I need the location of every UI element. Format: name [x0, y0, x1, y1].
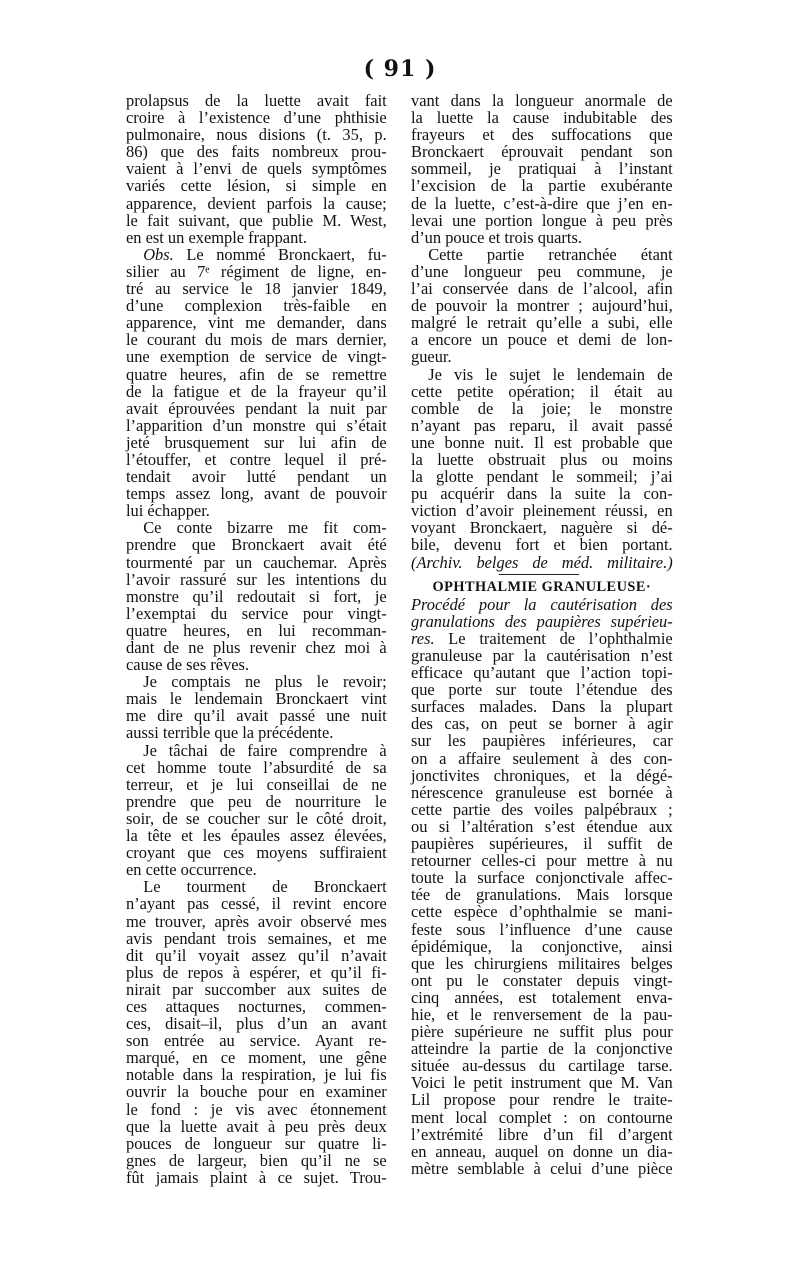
right-column-line: des cas, on peut se borner à agir: [411, 714, 673, 734]
right-column-line: bile, devenu fort et bien portant.: [411, 535, 673, 555]
right-column-line: de la luette, c’est-à-dire que j’en en-: [411, 193, 673, 213]
right-column-line: sommeil, je pratiquai à l’instant: [411, 159, 673, 179]
left-column-line: tourmenté par un cauchemar. Après: [126, 552, 387, 572]
right-column-line: ont pu le constater depuis vingt-: [411, 970, 673, 990]
right-column-line: que les chirurgiens militaires belges: [411, 953, 673, 973]
right-column-line: pu acquérir dans la suite la con-: [411, 484, 673, 504]
right-column-line: voyant Bronckaert, naguère si dé-: [411, 518, 673, 538]
right-column-line: une bonne nuit. Il est probable que: [411, 432, 673, 452]
right-column-line: granuleuse par la cautérisation n’est: [411, 646, 673, 665]
left-column-line: prendre que peu de nourriture le: [126, 791, 387, 811]
left-column-line: d’une complexion très-faible en: [126, 296, 387, 316]
right-column-line: malgré le retrait qu’elle a subi, elle: [411, 313, 673, 333]
right-column-line: Lil propose pour rendre le traite-: [411, 1090, 673, 1110]
right-column-line: res. Le traitement de l’ophthalmie: [411, 628, 673, 648]
right-column-line: ment local complet : on contourne: [411, 1107, 673, 1127]
left-column-line: notable dans la respiration, je lui fis: [126, 1065, 387, 1085]
left-column-line: me trouver, après avoir observé mes: [126, 911, 387, 931]
left-text-column: [126, 92, 387, 1186]
left-column-line: prendre que Bronckaert avait été: [126, 535, 387, 555]
left-column-line: croyant que ces moyens suffiraient: [126, 843, 387, 863]
left-column-line: silier au 7ᵉ régiment de ligne, en-: [126, 261, 387, 281]
right-column-line: d’une longueur peu commune, je: [411, 261, 673, 281]
right-column-line: levai une portion longue à peu près: [411, 210, 673, 230]
left-column-line: temps assez long, avant de pouvoir: [126, 484, 387, 504]
left-column-line: Je tâchai de faire comprendre à: [143, 740, 387, 760]
right-column-line: surfaces malades. Dans la plupart: [411, 697, 673, 717]
left-column-line: marqué, en ce moment, une gêne: [126, 1048, 387, 1068]
right-text-column: [411, 92, 673, 1177]
left-column-line: gnes de largeur, bien qu’il ne se: [126, 1150, 387, 1170]
left-column-line: quatre heures, en lui recomman-: [126, 620, 387, 640]
right-column-line: en anneau, auquel on donne un dia-: [411, 1141, 673, 1161]
page-number: ( 91 ): [363, 56, 437, 82]
right-column-line: toute la surface conjonctivale affec-: [411, 868, 673, 888]
left-column-line: soir, de se coucher sur le côté droit,: [126, 808, 387, 828]
left-column-line: Obs. Le nommé Bronckaert, fu-: [143, 244, 387, 264]
left-column-line: l’étouffer, et contre lequel il pré-: [126, 449, 387, 469]
right-column-line: tée de granulations. Mais lorsque: [411, 885, 673, 905]
right-column-line: Procédé pour la cautérisation des: [411, 594, 673, 614]
left-column-line: Je comptais ne plus le revoir;: [143, 672, 387, 692]
left-column-line: nirait par succomber aux suites de: [126, 979, 387, 999]
left-column-line: fût jamais plaint à ce sujet. Trou-: [126, 1167, 387, 1187]
left-column-line: pulmonaire, nous disions (t. 35, p.: [126, 125, 387, 145]
left-column-line: l’apparition d’un monstre qui s’était: [126, 415, 387, 435]
right-column-line: située au-dessus du cartilage tarse.: [411, 1056, 673, 1076]
right-column-line: Cette partie retranchée étant: [428, 244, 673, 264]
right-column-line: de pouvoir la montrer ; aujourd’hui,: [411, 296, 673, 316]
left-column-line: en cette occurrence.: [126, 860, 257, 880]
left-column-line: le courant du mois de mars dernier,: [126, 330, 387, 350]
left-column-line: croire à l’existence d’une phthisie: [126, 108, 387, 128]
left-column-line: quatre heures, afin de se remettre: [126, 364, 387, 384]
left-column-line: tré au service le 18 janvier 1849,: [126, 279, 387, 299]
left-column-line: avis pendant trois semaines, et me: [126, 928, 387, 948]
right-column-line: cette petite opération; il était au: [411, 381, 673, 401]
right-column-line: Je vis le sujet le lendemain de: [428, 364, 673, 384]
left-column-line: Ce conte bizarre me fit com-: [143, 518, 387, 538]
right-column-line: Bronckaert éprouvait pendant son: [411, 142, 673, 162]
left-column-line: terreur, et je lui conseillai de ne: [126, 774, 387, 794]
right-column-line: on a affaire seulement à des con-: [411, 748, 673, 768]
right-column-line: la glotte pendant le sommeil; j’ai: [411, 467, 673, 487]
right-column-line: l’excision de la partie exubérante: [411, 176, 673, 196]
right-column-line: gueur.: [411, 347, 452, 367]
right-column-line: feste sous l’influence d’une cause: [411, 919, 673, 939]
left-column-line: tendait avoir lutté pendant un: [126, 467, 387, 487]
left-column-line: jeté brusquement sur lui afin de: [126, 432, 387, 452]
left-column-line: l’exemptai du service pour vingt-: [126, 603, 387, 623]
left-column-line: ces, disait–il, plus d’un an avant: [126, 1014, 387, 1034]
right-column-line: cette espèce d’ophthalmie se mani-: [411, 902, 673, 922]
left-column-line: cause de ses rêves.: [126, 655, 250, 675]
left-column-line: n’ayant pas cessé, il revint encore: [126, 894, 387, 914]
left-column-line: aussi terrible que la précédente.: [126, 723, 334, 743]
right-column-line: Voici le petit instrument que M. Van: [411, 1073, 673, 1093]
left-column-line: le fond : je vis avec étonnement: [126, 1099, 387, 1119]
right-column-line: la luette la cause indubitable des: [411, 108, 673, 128]
left-column-line: le fait suivant, que publie M. West,: [126, 210, 387, 230]
right-column-line: frayeurs et des suffocations que: [411, 125, 673, 145]
left-column-line: 86) que des faits nombreux prou-: [126, 142, 387, 162]
right-column-line: nérescence granuleuse est bornée à: [411, 782, 673, 802]
left-column-line: que la luette avait à peu près deux: [126, 1116, 387, 1136]
right-column-line: sur les paupières inférieures, car: [411, 731, 673, 751]
left-column-line: avait éprouvées pendant la nuit par: [126, 398, 387, 418]
left-column-line: la tête et les épaules assez élevées,: [126, 826, 387, 846]
left-column-line: Le tourment de Bronckaert: [143, 877, 387, 897]
left-column-line: de la fatigue et de la frayeur qu’il: [126, 381, 387, 401]
left-column-line: ouvrir la bouche pour en examiner: [126, 1082, 387, 1102]
right-column-line: cette partie des voiles palpébraux ;: [411, 799, 673, 819]
right-column-line: atteindre la partie de la conjonctive: [411, 1039, 673, 1059]
left-column-line: dant de ne plus revenir chez moi à: [126, 638, 387, 657]
right-column-line: retourner celles-ci pour mettre à nu: [411, 851, 673, 871]
right-column-line: mètre semblable à celui d’une pièce: [411, 1158, 673, 1178]
left-column-line: plus de repos à espérer, et qu’il fi-: [126, 962, 387, 982]
left-column-line: dit qu’il voyait assez qu’il n’avait: [126, 945, 387, 965]
left-column-line: pouces de longueur sur quatre li-: [126, 1133, 387, 1153]
right-column-line: la luette obstruait plus ou moins: [411, 449, 673, 469]
right-column-line: l’extrémité libre d’un fil d’argent: [411, 1124, 673, 1144]
right-column-line: paupières supérieures, il suffit de: [411, 834, 673, 854]
right-column-line: cinq années, est totalement enva-: [411, 987, 673, 1007]
left-column-line: prolapsus de la luette avait fait: [126, 91, 387, 110]
left-column-line: l’avoir rassuré sur les intentions du: [126, 569, 387, 589]
right-column-line: ou si l’altération s’est étendue aux: [411, 816, 673, 836]
right-column-line: a encore un pouce et demi de lon-: [411, 330, 673, 350]
left-column-line: son entrée au service. Ayant re-: [126, 1031, 387, 1051]
right-column-line: granulations des paupières supérieu-: [411, 611, 673, 631]
left-column-line: une exemption de service de vingt-: [126, 347, 387, 367]
right-column-line: vant dans la longueur anormale de: [411, 91, 673, 110]
right-column-line: hie, et le renversement de la pau-: [411, 1004, 673, 1024]
right-column-line: épidémique, la conjonctive, ainsi: [411, 936, 673, 956]
right-column-line: efficace qu’autant que l’action topi-: [411, 663, 673, 683]
right-column-line: viction d’avoir pleinement réussi, en: [411, 501, 673, 521]
left-column-line: ces attaques nocturnes, commen-: [126, 996, 387, 1016]
left-column-line: apparence, vint me demander, dans: [126, 313, 387, 333]
left-column-line: en est un exemple frappant.: [126, 227, 307, 247]
right-column-line: d’un pouce et trois quarts.: [411, 227, 582, 247]
right-column-line: l’ai conservée dans de l’alcool, afin: [411, 279, 673, 299]
right-column-line: que porte sur toute l’étendue des: [411, 680, 673, 700]
right-column-line: n’ayant pas reparu, il avait passé: [411, 415, 673, 435]
left-column-line: vaient à l’envi de quels symptômes: [126, 159, 387, 179]
left-column-line: lui échapper.: [126, 501, 210, 521]
right-column-line: OPHTHALMIE GRANULEUSE·: [432, 578, 652, 595]
right-column-line: jonctivites chroniques, et la dégé-: [411, 765, 673, 785]
left-column-line: mais le lendemain Bronckaert vint: [126, 689, 387, 709]
right-column-line: pière supérieure ne suffit plus pour: [411, 1022, 673, 1042]
left-column-line: apparence, devient parfois la cause;: [126, 193, 387, 213]
left-column-line: variés cette lésion, si simple en: [126, 176, 387, 196]
left-column-line: me dire qu’il avait passé une nuit: [126, 706, 387, 726]
section-divider: [411, 571, 673, 579]
right-column-line: (Archiv. belges de méd. militaire.): [411, 552, 673, 572]
left-column-line: cet homme toute l’absurdité de sa: [126, 757, 387, 777]
left-column-line: monstre qu’il redoutait si fort, je: [126, 586, 387, 606]
right-column-line: comble de la joie; le monstre: [411, 398, 673, 418]
